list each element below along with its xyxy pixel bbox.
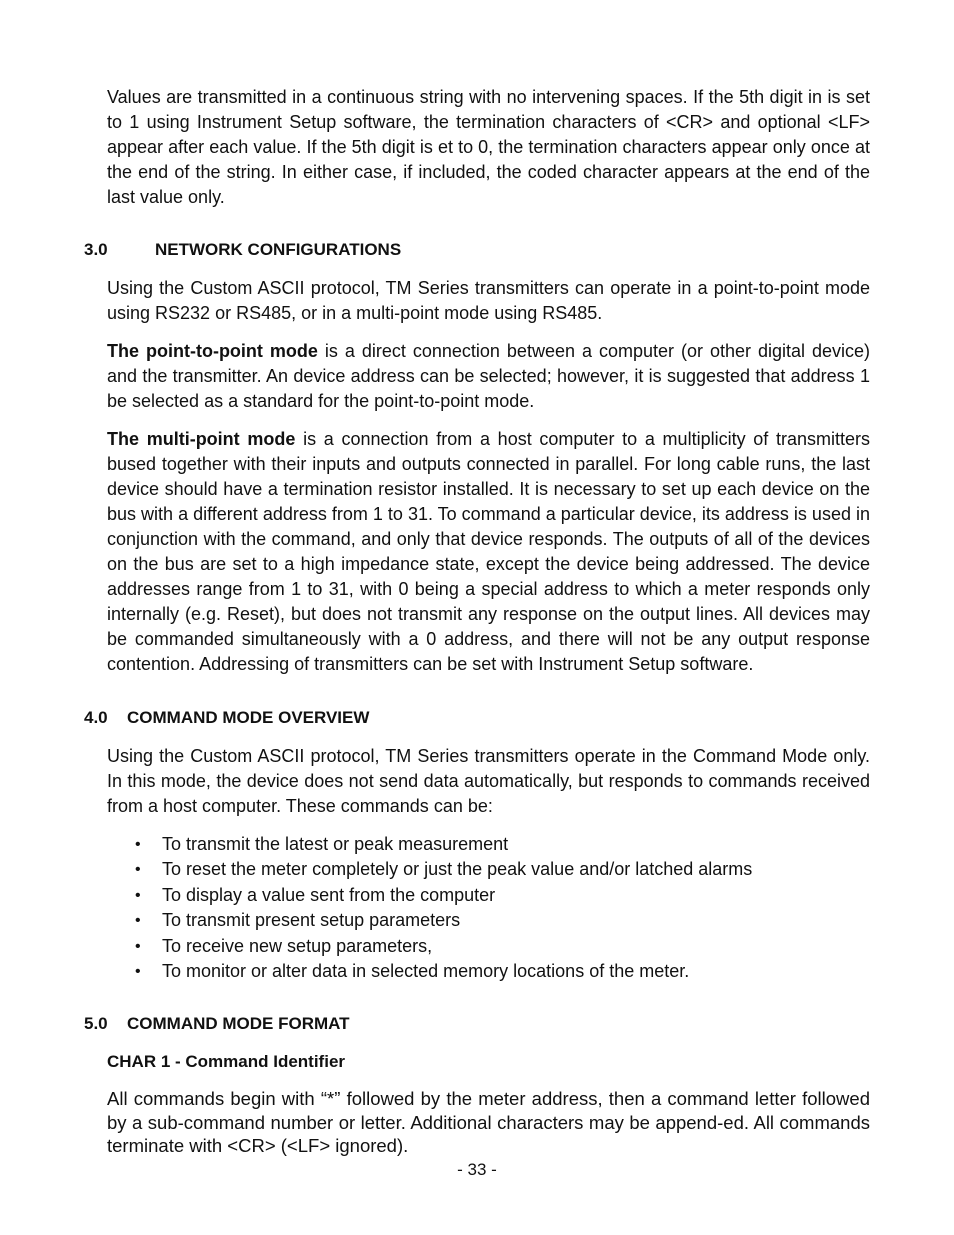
point-to-point-term: The point-to-point mode: [107, 341, 318, 361]
section-4-heading: [84, 707, 369, 729]
list-item: • To transmit the latest or peak measurement: [107, 832, 870, 857]
section-3-paragraph-1: Using the Custom ASCII protocol, TM Series transmitters can operate in a point-to-point mode using RS232 or RS485, or in a multi-point mode using RS485.: [107, 278, 870, 323]
bullet-icon: •: [135, 912, 141, 930]
section-3-number: 3.0: [84, 240, 108, 259]
multi-point-term: The multi-point mode: [107, 429, 296, 449]
section-4-title: COMMAND MODE OVERVIEW: [127, 708, 370, 727]
section-3-title: NETWORK CONFIGURATIONS: [155, 240, 402, 259]
multi-point-description: is a connection from a host computer to a multiplicity of transmitters bused together with their inputs and outputs connected in parallel. For long cable runs, the last device should have a termination resistor installed. It is necessary to set up each device on the bus with a different address from 1 to 31. To command a particular device, its address is used in conjunction with the command, and only that device responds. The outputs of all of the devices on the bus are set to a high impedance state, except the device being addressed. The device addresses range from 1 to 31, with 0 being a special address to which a meter responds only internally (e.g. Reset), but does not transmit any response on the output lines. All devices may be commanded simultaneously with a 0 address, and there will not be any output response contention. Addressing of transmitters can be set with Instrument Setup software.: [107, 429, 871, 674]
list-item: • To transmit present setup parameters: [107, 908, 870, 933]
point-to-point-description: is a direct connection between a computer (or other digital device) and the transmitter. An device address can be selected; however, it is suggested that address 1 be selected as a standard for the point-to-point mode.: [107, 341, 871, 411]
page-number: - 33 -: [457, 1160, 497, 1179]
bullet-icon: •: [135, 861, 141, 879]
bullet-icon: •: [135, 962, 141, 980]
section-3-heading: [84, 239, 401, 261]
section-5-title: COMMAND MODE FORMAT: [127, 1014, 350, 1033]
list-item: • To receive new setup parameters,: [107, 934, 870, 959]
section-4-number: 4.0: [84, 708, 108, 727]
bullet-icon: •: [135, 886, 141, 904]
section-5-heading: [84, 1013, 350, 1035]
list-item: • To monitor or alter data in selected memory locations of the meter.: [107, 959, 870, 984]
list-item: • To reset the meter completely or just the peak value and/or latched alarms: [107, 857, 870, 882]
section-3-paragraph-2: [107, 339, 870, 414]
char-1-subheading: CHAR 1 - Command Identifier: [107, 1052, 346, 1071]
command-list: [107, 832, 870, 984]
section-5-number: 5.0: [84, 1014, 108, 1033]
bullet-icon: •: [135, 836, 141, 853]
bullet-icon: •: [135, 937, 141, 955]
intro-paragraph: Values are transmitted in a continuous string with no intervening spaces. If the 5th digit in is set to 1 using Instrument Setup software, the termination characters of <CR> and optional <LF> appear after each value. If the 5th digit is et to 0, the termination characters appear only once at the end of the string. In either case, if included, the coded character appears at the end of the last value only.: [107, 87, 870, 207]
section-4-paragraph-1: Using the Custom ASCII protocol, TM Series transmitters operate in the Command Mode only. In this mode, the device does not send data automatically, but responds to commands received from a host computer. These commands can be:: [107, 746, 870, 816]
section-5-paragraph-1: All commands begin with “*” followed by the meter address, then a command letter followed by a sub-command number or letter. Additional characters may be append-ed. All commands terminate with <CR> (<LF> ignored).: [107, 1088, 870, 1156]
list-item: • To display a value sent from the computer: [107, 883, 870, 908]
section-3-paragraph-3: [107, 427, 870, 677]
